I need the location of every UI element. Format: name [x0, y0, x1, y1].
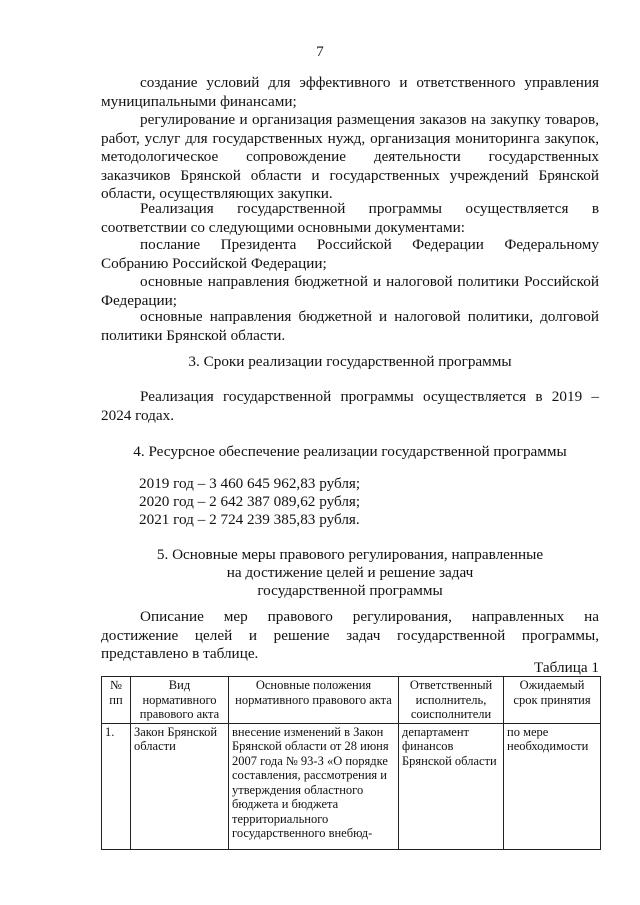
- header-provisions: Основные положения нормативного правового акта: [229, 677, 399, 724]
- section-heading-line: 5. Основные меры правового регулирования, направленные: [156, 546, 544, 563]
- header-term: Ожидаемый срок принятия: [504, 677, 601, 724]
- paragraph: создание условий для эффективного и ответственного управления муниципальными финансами;: [101, 74, 599, 110]
- section-heading-line: на достижение целей и решение задач: [226, 564, 474, 581]
- paragraph: основные направления бюджетной и налоговой политики Российской Федерации;: [101, 273, 599, 309]
- amount-line: 2021 год – 2 724 239 385,83 рубля.: [139, 511, 360, 528]
- header-executor: Ответственный исполнитель, соисполнители: [399, 677, 504, 724]
- page-number: 7: [316, 44, 324, 60]
- amount-line: 2019 год – 3 460 645 962,83 рубля;: [139, 475, 361, 492]
- paragraph: Реализация государственной программы осуществляется в соответствии со следующими основными документами:: [101, 200, 599, 236]
- paragraph: основные направления бюджетной и налоговой политики, долговой политики Брянской области.: [101, 308, 599, 344]
- paragraph: послание Президента Российской Федерации Федеральному Собранию Российской Федерации;: [101, 236, 599, 272]
- table-row: [102, 723, 601, 849]
- paragraph: Описание мер правового регулирования, направленных на достижение целей и решение задач государственной программы, представлено в таблице.: [101, 608, 599, 662]
- cell-num: 1.: [102, 723, 131, 849]
- cell-term: по мере необходимости: [504, 723, 601, 849]
- paragraph: регулирование и организация размещения заказов на закупку товаров, работ, услуг для государственных нужд, организация мониторинга закупок, методологическое сопровождение деятельности государственных заказчиков Брянской области и государственных учреждений Брянской области, осуществляющих закупки.: [101, 111, 599, 202]
- measures-table: [101, 676, 601, 850]
- cell-provisions: внесение изменений в Закон Брянской области от 28 июня 2007 года № 93-З «О порядке составления, рассмотрения и утверждения областного бюджета и бюджета территориального государственного внебюд-: [229, 723, 399, 849]
- section-heading-line: государственной программы: [257, 582, 443, 599]
- paragraph: Реализация государственной программы осуществляется в 2019 – 2024 годах.: [101, 388, 599, 424]
- cell-type: Закон Брянской области: [131, 723, 229, 849]
- section-heading: 4. Ресурсное обеспечение реализации государственной программы: [133, 443, 567, 460]
- table-caption: Таблица 1: [534, 659, 599, 676]
- header-type: Вид нормативного правового акта: [131, 677, 229, 724]
- header-num: № пп: [102, 677, 131, 724]
- section-heading: 3. Сроки реализации государственной программы: [188, 353, 512, 370]
- cell-executor: департамент финансов Брянской области: [399, 723, 504, 849]
- table-header-row: [102, 677, 601, 724]
- amount-line: 2020 год – 2 642 387 089,62 рубля;: [139, 493, 361, 510]
